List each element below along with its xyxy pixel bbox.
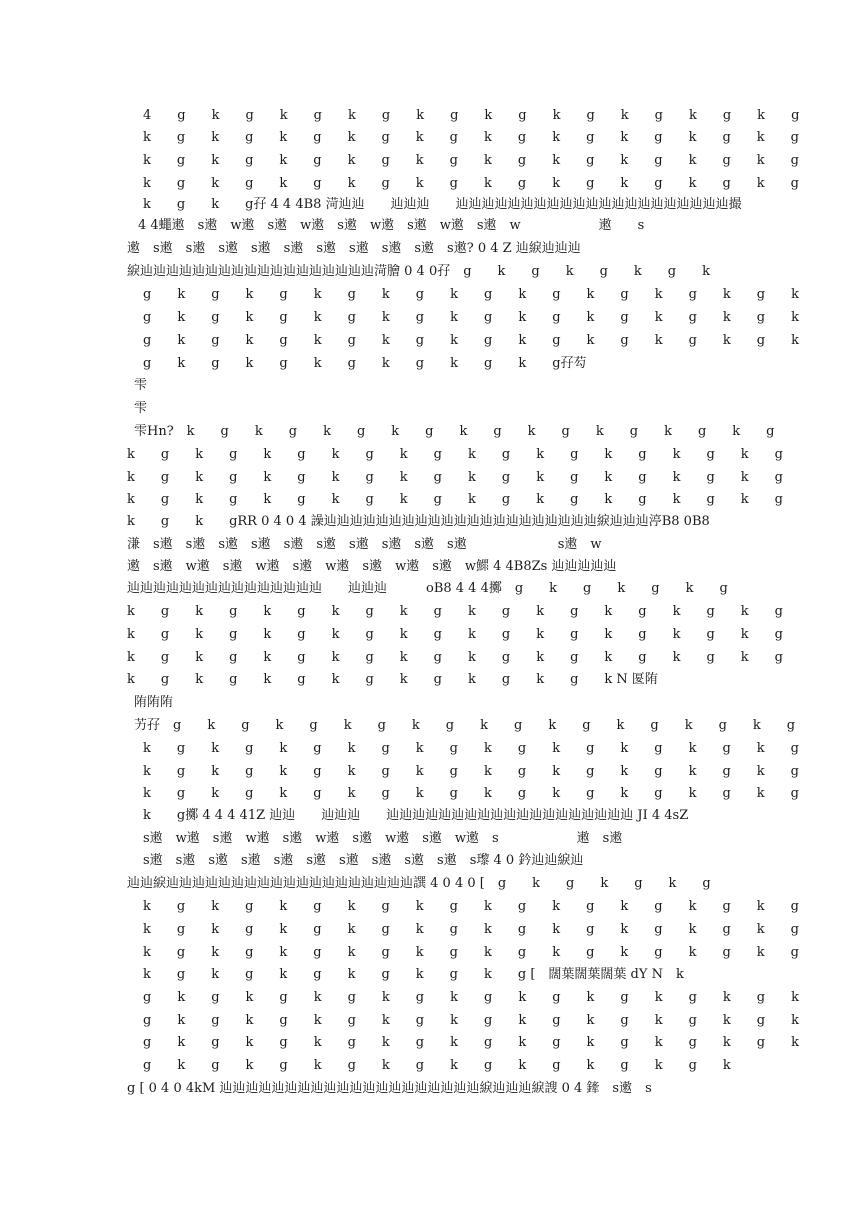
text-line: g k g k g k g k g k g k g k g k g k g k xyxy=(143,287,799,302)
text-line: g k g k g k g k g k g k g k g k g k g k xyxy=(143,1013,799,1028)
text-line: 綟辿辿辿辿辿辿辿辿辿辿辿辿辿辿辿辿辿辿渮膾 0 4 0孖 g k g k g k g k xyxy=(127,264,711,279)
text-line: k g k g k g k g k g k g k g k g k g k g xyxy=(143,764,799,779)
text-line: k g k g k g k g k g k g k g k g k g k g xyxy=(127,470,783,485)
text-line: s遫 s遫 s遫 s遫 s遫 s遫 s遫 s遫 s遫 s遫 s瓈 4 0 鈐辿辿綟辿 xyxy=(143,853,584,868)
text-line: k g k g k g k g k g k g k g k g k g k g xyxy=(127,492,783,507)
text-line: k g k g孖 4 4 4B8 渮辿辿 辿辿辿 辿辿辿辿辿辿辿辿辿辿辿辿辿辿辿辿辿辿辿辿辿撮 xyxy=(143,197,742,212)
text-line: 遫 s遫 w遫 s遫 w遫 s遫 w遫 s遫 w遫 s遫 w鰥 4 4B8Zs 辿辿辿辿辿 xyxy=(127,559,617,574)
text-line: g k g k g k g k g k g k g k g k g k g k xyxy=(143,990,799,1005)
text-line: g k g k g k g k g k g k g k g k g k g k xyxy=(143,1035,799,1050)
text-line: k g k g k g k g k g k g k g k g k g k g xyxy=(127,604,783,619)
text-line: 溓 s遫 s遫 s遫 s遫 s遫 s遫 s遫 s遫 s遫 s遫 s遫 w xyxy=(127,537,602,552)
text-line: k g k g k g k g k g k g k g k g k g k g xyxy=(143,130,799,145)
text-line: k g k gRR 0 4 0 4 譟辿辿辿辿辿辿辿辿辿辿辿辿辿辿辿辿辿辿辿辿辿綟辿辿辿渟B8 0B8 xyxy=(127,514,710,529)
text-line: 雫 xyxy=(134,378,148,393)
text-line: 艻孖 g k g k g k g k g k g k g k g k g k g xyxy=(134,718,796,733)
text-line: g [ 0 4 0 4kM 辿辿辿辿辿辿辿辿辿辿辿辿辿辿辿辿辿辿辿辿綟辿辿辿綟謏 0 4 鏲 s遫 s xyxy=(127,1081,652,1096)
text-line: k g k g k g k g k g k g k g k g k g k g xyxy=(143,945,799,960)
text-line: 遫 s遫 s遫 s遫 s遫 s遫 s遫 s遫 s遫 s遫 s遫? 0 4 Z 辿綟辿辿辿 xyxy=(127,241,581,256)
text-line: k g k g k g k g k g k g k g k N 匽陏 xyxy=(127,672,658,687)
text-line: k g k g k g k g k g k g k g k g k g k g xyxy=(127,447,783,462)
text-line: 雫Hn? k g k g k g k g k g k g k g k g k g xyxy=(134,424,775,439)
text-line: 辿辿綟辿辿辿辿辿辿辿辿辿辿辿辿辿辿辿辿辿辿辿譔 4 0 4 0 [ g k g k g k g xyxy=(127,876,711,891)
text-line: 雫 xyxy=(134,401,148,416)
text-line: k g k g k g k g k g k g k g k g k g k g xyxy=(143,176,799,191)
text-line: k g k g k g k g k g k g k g k g k g k g xyxy=(143,899,799,914)
text-line: k g k g k g k g k g k g k g k g k g k g xyxy=(143,922,799,937)
text-line: s遫 w遫 s遫 w遫 s遫 w遫 s遫 w遫 s遫 w遫 s 遫 s遫 xyxy=(143,831,623,846)
text-line: k g k g k g k g k g k g k g k g k g k g xyxy=(143,786,799,801)
text-line: k g k g k g k g k g k g k g k g k g k g xyxy=(143,153,799,168)
text-line: g k g k g k g k g k g k g k g k g k xyxy=(143,1058,731,1073)
text-line: 4 4蠅遫 s遫 w遫 s遫 w遫 s遫 w遫 s遫 w遫 s遫 w 遫 s xyxy=(138,218,645,233)
text-line: k g k g k g k g k g k g k g k g k g k g xyxy=(127,650,783,665)
text-line: k g k g k g k g k g k g [ 闊葉闊葉闊葉 dY N k xyxy=(143,967,684,982)
text-line: g k g k g k g k g k g k g孖芶 xyxy=(143,356,587,371)
text-line: g k g k g k g k g k g k g k g k g k g k xyxy=(143,310,799,325)
text-line: 4 g k g k g k g k g k g k g k g k g k g xyxy=(143,108,800,123)
text-line: 辿辿辿辿辿辿辿辿辿辿辿辿辿辿辿 辿辿辿 oB8 4 4 4擲 g k g k g k g xyxy=(127,581,728,596)
text-line: g k g k g k g k g k g k g k g k g k g k xyxy=(143,333,799,348)
text-line: 陏陏陏 xyxy=(134,695,174,710)
text-line: k g k g k g k g k g k g k g k g k g k g xyxy=(143,741,799,756)
text-line: k g擲 4 4 4 41Z 辿辿 辿辿辿 辿辿辿辿辿辿辿辿辿辿辿辿辿辿辿辿辿辿辿 JI 4 4sZ xyxy=(143,808,689,823)
text-line: k g k g k g k g k g k g k g k g k g k g xyxy=(127,627,783,642)
